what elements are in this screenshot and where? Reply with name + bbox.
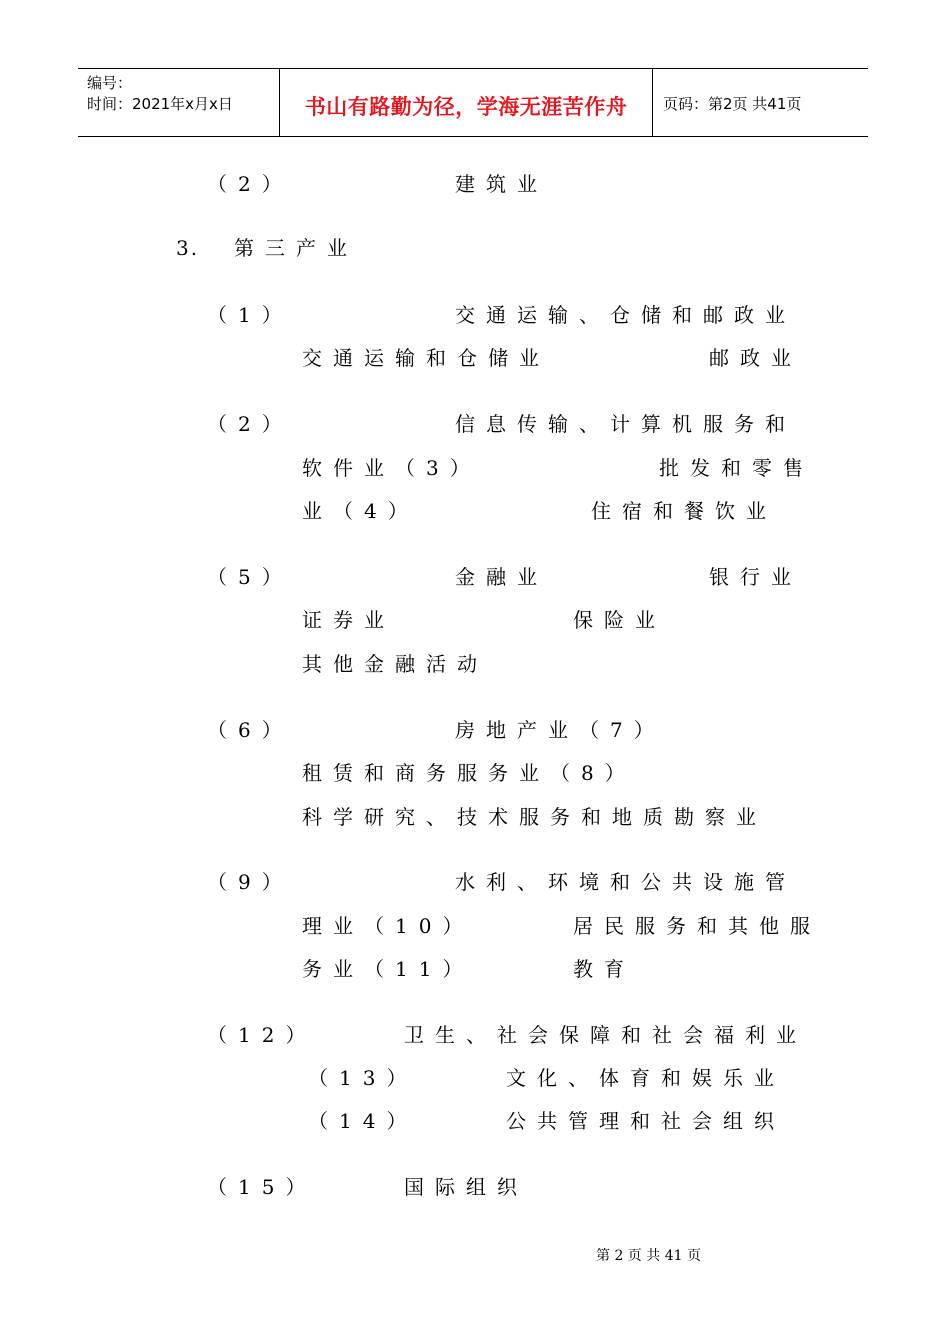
industry-name: 卫生、社会保障和社会福利业 xyxy=(404,1023,807,1047)
industry-name: 水利、环境和公共设施管 xyxy=(455,870,796,894)
industry-name: 建筑业 xyxy=(455,172,548,196)
industry-name: 信息传输、计算机服务和 xyxy=(455,412,796,436)
header-divider xyxy=(652,69,653,136)
industry-name: 房地产业（7） xyxy=(455,718,665,742)
industry-subitem: 证券业 xyxy=(302,608,395,632)
industry-subitem: 保险业 xyxy=(573,608,666,632)
item-number: （1） xyxy=(207,303,293,327)
item-number: （14） xyxy=(308,1109,418,1133)
industry-name: 租赁和商务服务业（8） xyxy=(302,761,636,785)
industry-subitem: 交通运输和仓储业 xyxy=(302,346,550,370)
item-number: （13） xyxy=(308,1066,418,1090)
item-number: （2） xyxy=(207,412,293,436)
industry-name: 教育 xyxy=(573,957,635,981)
item-number: （9） xyxy=(207,870,293,894)
industry-name: 理业（10） xyxy=(302,914,474,938)
industry-name: 居民服务和其他服 xyxy=(573,914,821,938)
item-number: （5） xyxy=(207,565,293,589)
item-number: （12） xyxy=(207,1023,317,1047)
section-title: 第三产业 xyxy=(234,236,358,260)
item-number: （2） xyxy=(207,172,293,196)
industry-subitem: 邮政业 xyxy=(709,346,802,370)
page-footer: 第 2 页 共 41 页 xyxy=(596,1248,701,1264)
header-motto: 书山有路勤为径，学海无涯苦作舟 xyxy=(304,95,628,119)
industry-subitem: 银行业 xyxy=(709,565,802,589)
header-info xyxy=(87,73,233,115)
item-number: （15） xyxy=(207,1175,317,1199)
industry-name: 金融业 xyxy=(455,565,548,589)
date-label: 时间：2021年x月x日 xyxy=(87,95,233,113)
section-number: 3. xyxy=(176,236,200,260)
industry-name: 业（4） xyxy=(302,499,419,523)
number-label: 编号： xyxy=(87,74,133,92)
header-page-label: 页码：第2页 共41页 xyxy=(663,95,802,113)
industry-subitem: 其他金融活动 xyxy=(302,652,488,676)
industry-name: 文化、体育和娱乐业 xyxy=(506,1066,785,1090)
industry-name: 公共管理和社会组织 xyxy=(506,1109,785,1133)
industry-name: 国际组织 xyxy=(404,1175,528,1199)
page-header xyxy=(78,68,868,137)
industry-name: 务业（11） xyxy=(302,957,474,981)
industry-name: 交通运输、仓储和邮政业 xyxy=(455,303,796,327)
item-number: （6） xyxy=(207,718,293,742)
industry-name: 批发和零售 xyxy=(659,456,814,480)
industry-name: 科学研究、技术服务和地质勘察业 xyxy=(302,805,767,829)
industry-name: 住宿和餐饮业 xyxy=(591,499,777,523)
industry-name: 软件业（3） xyxy=(302,456,481,480)
